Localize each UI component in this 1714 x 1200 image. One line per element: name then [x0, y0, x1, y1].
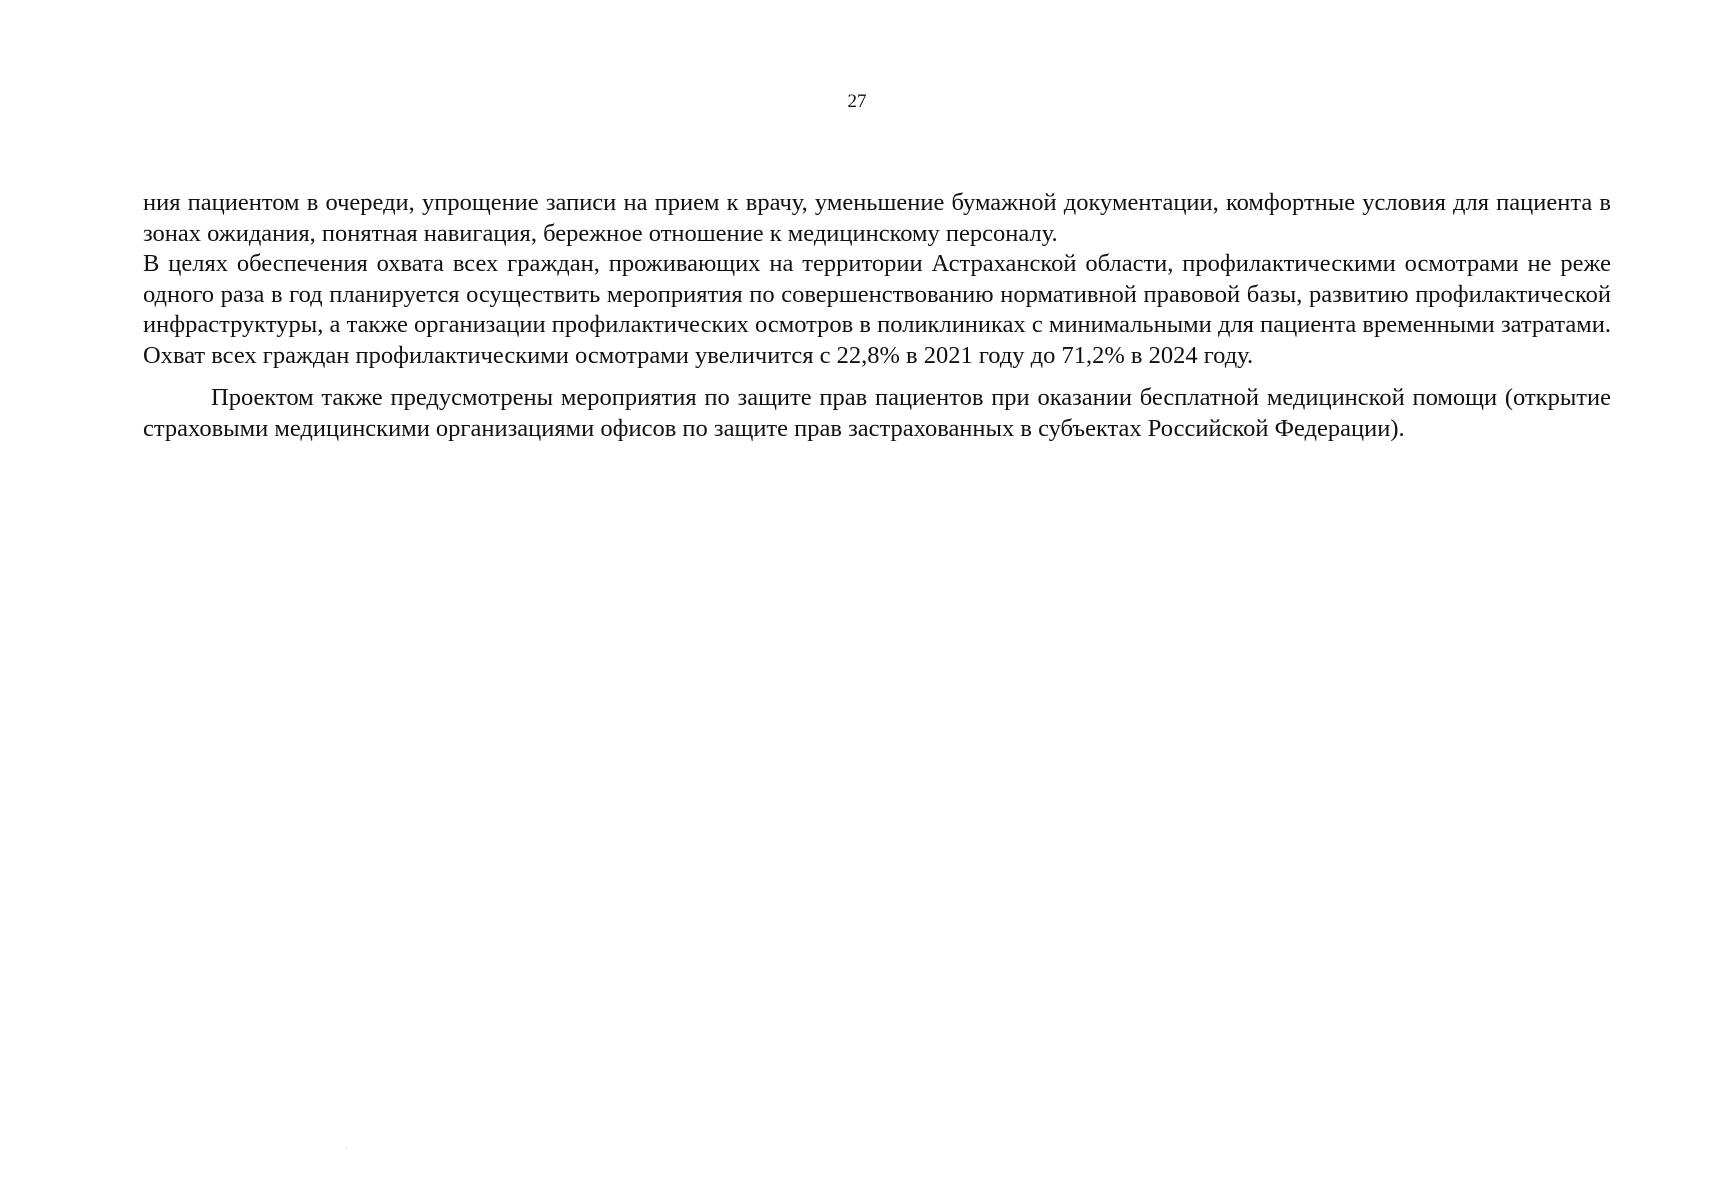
- paragraph-patient-rights: Проектом также предусмотрены мероприятия по защите прав пациентов при оказании бесплатной медицинской помощи (открытие страховыми медицинскими организациями офисов по защите прав застрахованных в субъектах Российской Федерации).: [143, 384, 1611, 442]
- document-body: [143, 188, 1611, 444]
- paragraph-preventive-exams: В целях обеспечения охвата всех граждан, проживающих на территории Астраханской области, профилактическими осмотрами не реже одного раза в год планируется осуществить мероприятия по совершенствованию нормативной правовой базы, развитию профилактической инфраструктуры, а также организации профилактических осмотров в поликлиниках с минимальными для пациента временными затратами. Охват всех граждан профилактическими осмотрами увеличится с 22,8% в 2021 году до 71,2% в 2024 году.: [143, 250, 1611, 369]
- paragraph-continuation: ния пациентом в очереди, упрощение записи на прием к врачу, уменьшение бумажной документации, комфортные условия для пациента в зонах ожидания, понятная навигация, бережное отношение к медицинскому персоналу.: [143, 189, 1611, 247]
- page-number: 27: [847, 91, 867, 112]
- scan-speck: [346, 1148, 347, 1149]
